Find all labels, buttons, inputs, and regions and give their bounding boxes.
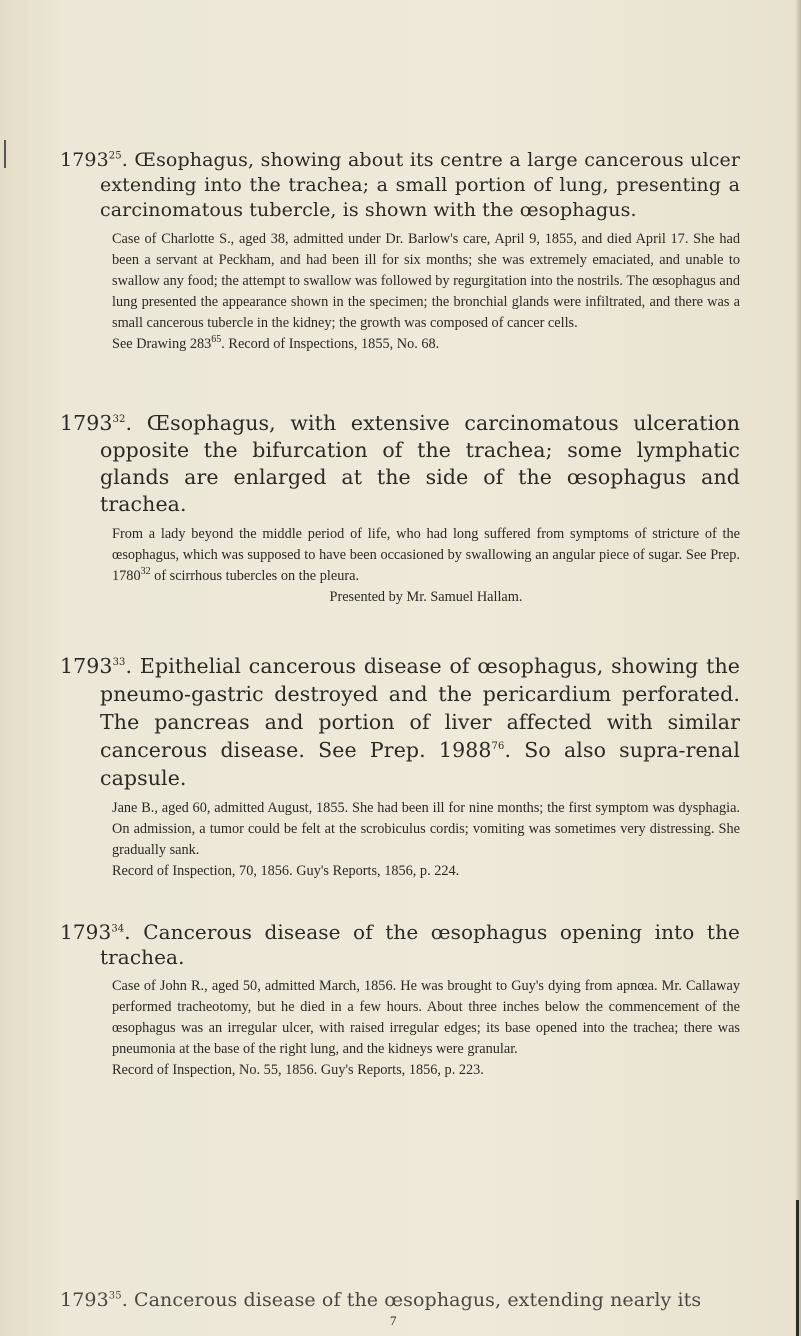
entry-number: 1793 bbox=[60, 149, 109, 171]
binding-edge bbox=[796, 1200, 799, 1336]
entry-note: See Drawing $283^{65}$. Record of Inspections, 1855, No. 68. bbox=[112, 334, 440, 352]
margin-mark bbox=[4, 140, 6, 168]
case-text: Case of Charlotte S., aged 38, admitted under Dr. Barlow's care, April 9, 1855, and died April 17. She had been a servant at Peckham, and had been ill for six months; she was extremely emaciated, and unable to swallow any food; the attempt to swallow was followed by regurgitation into the nostrils. The œsophagus and lung presented the appearance shown in the specimen; the bronchial glands were infiltrated, and there was a small cancerous tubercle in the kidney; the growth was composed of cancer cells. bbox=[112, 231, 740, 331]
presented-by: Presented by Mr. Samuel Hallam. bbox=[329, 589, 523, 605]
entry-case-description bbox=[112, 524, 740, 608]
catalogue-entry-1793-34 bbox=[60, 920, 740, 1081]
entry-heading-text: Œsophagus, with extensive carcinomatous ulceration opposite the bifurcation of the trachea; some lymphatic glands are enlarged at the side of the œsophagus and trachea. bbox=[100, 411, 740, 516]
entry-heading: 1793$^{25}$. Œsophagus, showing about its centre a large cancerous ulcer extending into the trachea; a small portion of lung, presenting a carcinomatous tubercle, is shown with the œsophagus. bbox=[60, 149, 741, 221]
case-text: From a lady beyond the middle period of life, who had long suffered from symptoms of stricture of the œsophagus, which was supposed to have been occasioned by swallowing an angular piece of sugar. See Prep. 1780$^{32}$ of scirrhous tubercles on the pleura. bbox=[112, 526, 740, 584]
case-text: Case of John R., aged 50, admitted March, 1856. He was brought to Guy's dying from apnœa. Mr. Callaway performed tracheotomy, but he died in a few hours. About three inches below the commencement of the œsophagus was an irregular ulcer, with raised irregular edges; its base opened into the trachea; there was pneumonia at the base of the right lung, and the kidneys were granular. bbox=[112, 978, 740, 1057]
entry-heading-text: Epithelial cancerous disease of œsophagus, showing the pneumo-gastric destroyed and the pericardium perforated. The pancreas and portion of liver affected with similar cancerous disease. See Prep. 1988$^{76}$. So also supra-renal capsule. bbox=[100, 654, 741, 790]
entry-number: 1793 bbox=[60, 411, 113, 435]
entry-case-description bbox=[112, 798, 740, 882]
page-number: 7 bbox=[390, 1313, 397, 1328]
catalogue-entry-1793-25 bbox=[60, 148, 740, 355]
entry-case-description bbox=[112, 229, 740, 355]
entry-number: 1793 bbox=[60, 1289, 109, 1311]
entry-number-sup: 32 bbox=[112, 414, 126, 426]
entry-case-description bbox=[112, 976, 740, 1081]
catalogue-entry-1793-35 bbox=[60, 1288, 740, 1313]
entry-number: 1793 bbox=[60, 654, 113, 678]
entry-heading: 1793$^{32}$. Œsophagus, with extensive carcinomatous ulceration opposite the bifurcation of the trachea; some lymphatic glands are enlarged at the side of the œsophagus and trachea. bbox=[60, 411, 740, 516]
entry-heading: 1793$^{35}$. Cancerous disease of the œsophagus, extending nearly its bbox=[60, 1289, 702, 1311]
catalogue-entry-1793-33 bbox=[60, 652, 740, 882]
entry-heading: 1793$^{34}$. Cancerous disease of the œsophagus opening into the trachea. bbox=[60, 920, 740, 969]
catalogue-entry-1793-32 bbox=[60, 410, 740, 608]
entry-heading-text: Cancerous disease of the œsophagus, extending nearly its bbox=[133, 1289, 702, 1311]
entry-heading-text: Cancerous disease of the œsophagus opening into the trachea. bbox=[100, 920, 740, 969]
page-edge-shadow bbox=[795, 0, 801, 1336]
entry-heading-text: Œsophagus, showing about its centre a large cancerous ulcer extending into the trachea; a small portion of lung, presenting a carcinomatous tubercle, is shown with the œsophagus. bbox=[100, 149, 741, 221]
entry-heading: 1793$^{33}$. Epithelial cancerous disease of œsophagus, showing the pneumo-gastric destroyed and the pericardium perforated. The pancreas and portion of liver affected with similar cancerous disease. See Prep. 1988$^{76}$. So also supra-renal capsule. bbox=[60, 654, 741, 790]
entry-note: Record of Inspection, 70, 1856. Guy's Reports, 1856, p. 224. bbox=[112, 863, 460, 879]
entry-number-sup: 33 bbox=[112, 657, 126, 669]
entry-number: 1793 bbox=[60, 920, 112, 944]
entry-note: Record of Inspection, No. 55, 1856. Guy's Reports, 1856, p. 223. bbox=[112, 1062, 484, 1078]
entry-number-sup: 34 bbox=[111, 923, 125, 935]
entry-number-sup: 25 bbox=[108, 150, 122, 162]
case-text: Jane B., aged 60, admitted August, 1855. She had been ill for nine months; the first symptom was dysphagia. On admission, a tumor could be felt at the scrobiculus cordis; vomiting was sometimes very distressing. She gradually sank. bbox=[112, 800, 740, 858]
entry-number-sup: 35 bbox=[108, 1290, 122, 1302]
